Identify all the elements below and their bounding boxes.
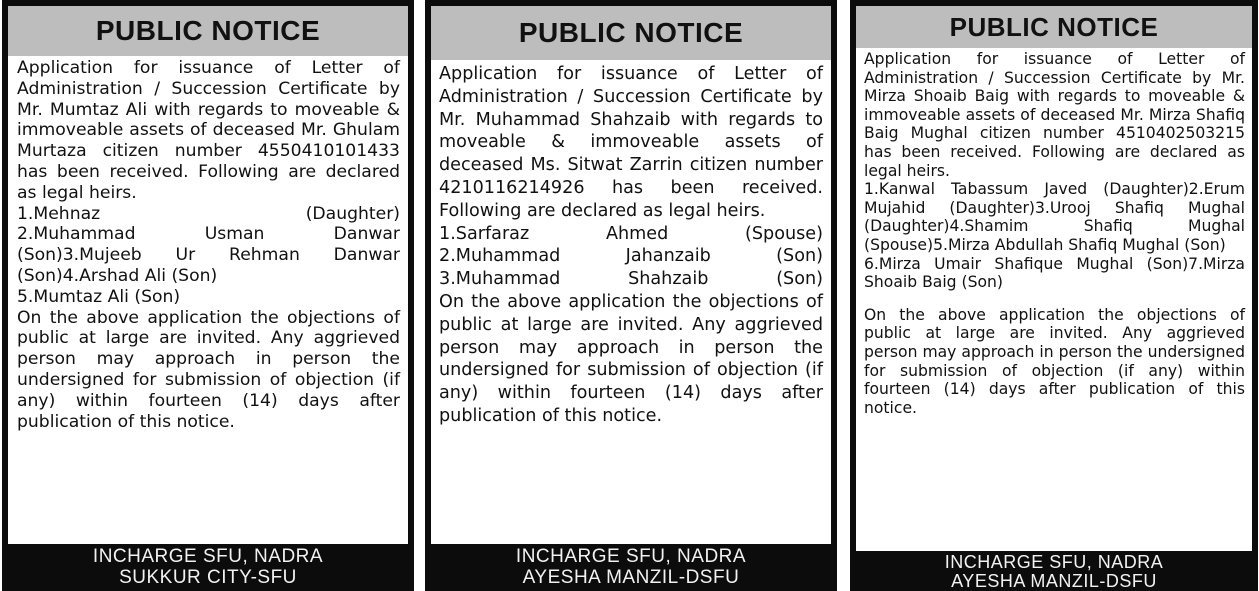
notice-intro: Application for issuance of Letter of Administration / Succession Certificate by Mr. Mumtaz Ali with regards to moveable & immoveable assets of deceased Mr. Ghulam Murtaza citizen number 4550410101433 has been received. Following are declared as legal heirs. <box>17 58 400 203</box>
footer-office: INCHARGE SFU, NADRA <box>515 546 747 567</box>
footer-location: SUKKUR CITY-SFU <box>119 567 297 588</box>
notice-body <box>431 60 831 544</box>
footer-location: AYESHA MANZIL-DSFU <box>951 571 1157 591</box>
notice-footer <box>856 551 1252 591</box>
notice-body <box>8 56 408 544</box>
heir-line: 1.Kanwal Tabassum Javed (Daughter)2.Erum Mujahid (Daughter)3.Urooj Shafiq Mughal (Daughter)4.Shamim Shafiq Mughal (Spouse)5.Mirza Abdullah Shafiq Mughal (Son) <box>864 180 1245 254</box>
notice-closing: On the above application the objections of public at large are invited. Any aggrieved person may approach in person the undersigned for submission of objection (if any) within fourteen (14) days after publication of this notice. <box>17 307 400 432</box>
heir-line: 2.Muhammad Usman Danwar (Son)3.Mujeeb Ur Rehman Danwar (Son)4.Arshad Ali (Son) <box>17 224 400 286</box>
notice-intro: Application for issuance of Letter of Administration / Succession Certificate by Mr. Muhammad Shahzaib with regards to moveable & immoveable assets of deceased Ms. Sitwat Zarrin citizen number 4210116214926 has been received. Following are declared as legal heirs. <box>439 64 823 221</box>
public-notice-1 <box>2 0 414 591</box>
heir-line: 2.Muhammad Jahanzaib (Son) <box>439 246 823 267</box>
notice-intro: Application for issuance of Letter of Administration / Succession Certificate by Mr. Mirza Shoaib Baig with regards to moveable & immoveable assets of deceased Mr. Mirza Shafiq Baig Mughal citizen number 4510402503215 has been received. Following are declared as legal heirs. <box>864 50 1245 180</box>
notice-footer <box>431 544 831 591</box>
notice-title: PUBLIC NOTICE <box>856 6 1252 48</box>
footer-office: INCHARGE SFU, NADRA <box>944 552 1164 572</box>
public-notice-2 <box>425 0 837 591</box>
public-notice-3 <box>850 0 1258 591</box>
footer-office: INCHARGE SFU, NADRA <box>92 546 324 567</box>
notice-title: PUBLIC NOTICE <box>8 6 408 56</box>
heir-line: 6.Mirza Umair Shafique Mughal (Son)7.Mirza Shoaib Baig (Son) <box>864 254 1245 292</box>
heir-line: 3.Muhammad Shahzaib (Son) <box>439 269 823 290</box>
notice-body <box>856 48 1252 551</box>
footer-location: AYESHA MANZIL-DSFU <box>522 567 740 588</box>
notice-closing: On the above application the objections of public at large are invited. Any aggrieved person may approach in person the undersigned for submission of objection (if any) within fourteen (14) days after publication of this notice. <box>864 305 1245 417</box>
heir-line: 1.Mehnaz (Daughter) <box>17 203 400 224</box>
notice-footer <box>8 544 408 591</box>
heir-line: 5.Mumtaz Ali (Son) <box>17 286 181 307</box>
heir-line: 1.Sarfaraz Ahmed (Spouse) <box>439 223 823 244</box>
notice-title: PUBLIC NOTICE <box>431 6 831 60</box>
notice-closing: On the above application the objections of public at large are invited. Any aggrieved person may approach in person the undersigned for submission of objection (if any) within fourteen (14) days after publication of this notice. <box>439 291 823 426</box>
